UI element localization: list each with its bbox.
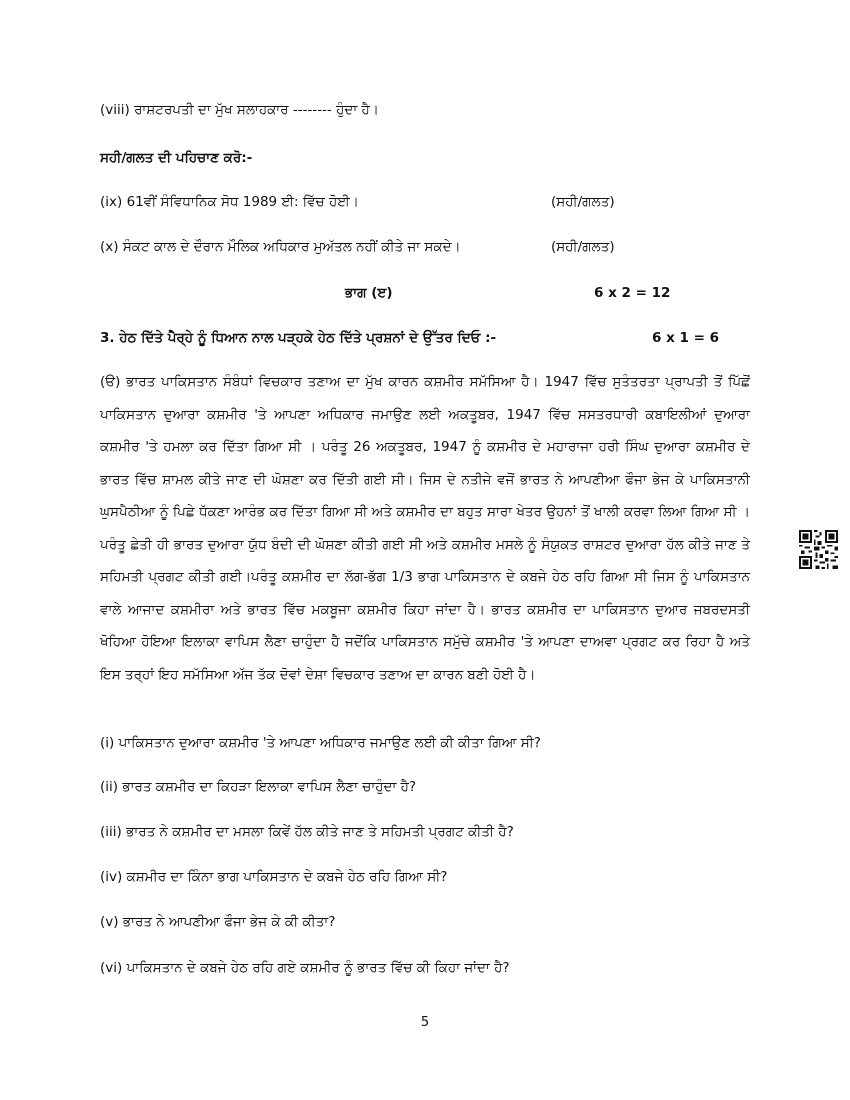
sub-question-iv: (iv) ਕਸ਼ਮੀਰ ਦਾ ਕਿੰਨਾ ਭਾਗ ਪਾਕਿਸਤਾਨ ਦੇ ਕਬਜੇ ਹੇਠ ਰਹਿ ਗਿਆ ਸੀ? [100, 869, 448, 885]
question-ix-option: (ਸਹੀ/ਗਲਤ) [551, 194, 615, 210]
question-x: (x) ਸੰਕਟ ਕਾਲ ਦੇ ਦੌਰਾਨ ਮੌਲਿਕ ਅਧਿਕਾਰ ਮੁਅੱਤਲ ਨਹੀਂ ਕੀਤੇ ਜਾ ਸਕਦੇ। [100, 239, 461, 255]
passage: (ੳ) ਭਾਰਤ ਪਾਕਿਸਤਾਨ ਸੰਬੰਧਾਂ ਵਿਚਕਾਰ ਤਣਾਅ ਦਾ ਮੁੱਖ ਕਾਰਨ ਕਸ਼ਮੀਰ ਸਮੱਸਿਆ ਹੈ। 1947 ਵਿੱਚ ਸੁਤੰਤਰਤਾ ਪ੍ਰਾਪਤੀ ਤੋਂ ਪਿੱਛੋਂ ਪਾਕਿਸਤਾਨ ਦੁਆਰਾ ਕਸ਼ਮੀਰ 'ਤੇ ਆਪਣਾ ਅਧਿਕਾਰ ਜਮਾਉਣ ਲਈ ਅਕਤੂਬਰ, 1947 ਵਿੱਚ ਸਸਤਰਧਾਰੀ ਕਬਾਇਲੀਆਂ ਦੁਆਰਾ ਕਸ਼ਮੀਰ 'ਤੇ ਹਮਲਾ ਕਰ ਦਿੱਤਾ ਗਿਆ ਸੀ । ਪਰੰਤੂ 26 ਅਕਤੂਬਰ, 1947 ਨੂੰ ਕਸ਼ਮੀਰ ਦੇ ਮਹਾਰਾਜਾ ਹਰੀ ਸਿੰਘ ਦੁਆਰਾ ਕਸ਼ਮੀਰ ਦੇ ਭਾਰਤ ਵਿੱਚ ਸ਼ਾਮਲ ਕੀਤੇ ਜਾਣ ਦੀ ਘੋਸ਼ਣਾ ਕਰ ਦਿੱਤੀ ਗਈ ਸੀ। ਜਿਸ ਦੇ ਨਤੀਜੇ ਵਜੋਂ ਭਾਰਤ ਨੇ ਆਪਣੀਆ ਫੌਜਾ ਭੇਜ ਕੇ ਪਾਕਿਸਤਾਨੀ ਘੁਸਪੈਠੀਆ ਨੂੰ ਪਿਛੇ ਧੱਕਣਾ ਆਰੰਭ ਕਰ ਦਿੱਤਾ ਗਿਆ ਸੀ ਅਤੇ ਕਸ਼ਮੀਰ ਦਾ ਬਹੁਤ ਸਾਰਾ ਖੇਤਰ ਉਹਨਾਂ ਤੋਂ ਖਾਲੀ ਕਰਵਾ ਲਿਆ ਗਿਆ ਸੀ । ਪਰੰਤੂ ਛੇਤੀ ਹੀ ਭਾਰਤ ਦੁਆਰਾ ਯੁੱਧ ਬੰਦੀ ਦੀ ਘੋਸ਼ਣਾ ਕੀਤੀ ਗਈ ਸੀ ਅਤੇ ਕਸ਼ਮੀਰ ਮਸਲੇ ਨੂੰ ਸੰਯੁਕਤ ਰਾਸ਼ਟਰ ਦੁਆਰਾ ਹੱਲ ਕੀਤੇ ਜਾਣ ਤੇ ਸਹਿਮਤੀ ਪ੍ਰਗਟ ਕੀਤੀ ਗਈ।ਪਰੰਤੂ ਕਸ਼ਮੀਰ ਦਾ ਲੱਗ-ਭੱਗ 1/3 ਭਾਗ ਪਾਕਿਸਤਾਨ ਦੇ ਕਬਜੇ ਹੇਠ ਰਹਿ ਗਿਆ ਸੀ ਜਿਸ ਨੂੰ ਪਾਕਿਸਤਾਨ ਵਾਲੇ ਆਜਾਦ ਕਸ਼ਮੀਰਾ ਅਤੇ ਭਾਰਤ ਵਿੱਚ ਮਕਬੂਜਾ ਕਸ਼ਮੀਰ ਕਿਹਾ ਜਾਂਦਾ ਹੈ। ਭਾਰਤ ਕਸ਼ਮੀਰ ਦਾ ਪਾਕਿਸਤਾਨ ਦੁਆਰ ਜਬਰਦਸਤੀ ਖੋਹਿਆ ਹੋਇਆ ਇਲਾਕਾ ਵਾਪਿਸ ਲੈਣਾ ਚਾਹੁੰਦਾ ਹੈ ਜਦੋਂਕਿ ਪਾਕਿਸਤਾਨ ਸਮੁੱਚੇ ਕਸ਼ਮੀਰ 'ਤੇ ਆਪਣਾ ਦਾਅਵਾ ਪ੍ਰਗਟ ਕਰ ਰਿਹਾ ਹੈ ਅਤੇ ਇਸ ਤਰ੍ਹਾਂ ਇਹ ਸਮੱਸਿਆ ਅੱਜ ਤੱਕ ਦੋਵਾਂ ਦੇਸ਼ਾ ਵਿਚਕਾਰ ਤਣਾਅ ਦਾ ਕਾਰਨ ਬਣੀ ਹੋਈ ਹੈ। [100, 374, 750, 683]
sub-question-iii: (iii) ਭਾਰਤ ਨੇ ਕਸ਼ਮੀਰ ਦਾ ਮਸਲਾ ਕਿਵੇਂ ਹੱਲ ਕੀਤੇ ਜਾਣ ਤੇ ਸਹਿਮਤੀ ਪ੍ਰਗਟ ਕੀਤੀ ਹੈ? [100, 824, 514, 840]
question-ix: (ix) 61ਵੀਂ ਸੰਵਿਧਾਨਿਕ ਸੋਧ 1989 ਈ: ਵਿੱਚ ਹੋਈ। [100, 194, 359, 210]
question-viii: (viii) ਰਾਸ਼ਟਰਪਤੀ ਦਾ ਮੁੱਖ ਸਲਾਹਕਾਰ -------- ਹੁੰਦਾ ਹੈ। [100, 102, 379, 118]
page-number: 5 [420, 1015, 430, 1030]
qr-code-icon [799, 530, 838, 569]
question-3-marks: 6 x 1 = 6 [652, 330, 719, 346]
question-x-option: (ਸਹੀ/ਗਲਤ) [551, 239, 615, 255]
question-3-heading: 3. ਹੇਠ ਦਿੱਤੇ ਪੈਰ੍ਹੇ ਨੂੰ ਧਿਆਨ ਨਾਲ ਪੜ੍ਹਕੇ ਹੇਠ ਦਿੱਤੇ ਪ੍ਰਸ਼ਨਾਂ ਦੇ ਉੱਤਰ ਦਿਓ :- [100, 330, 497, 346]
sub-question-i: (i) ਪਾਕਿਸਤਾਨ ਦੁਆਰਾ ਕਸ਼ਮੀਰ 'ਤੇ ਆਪਣਾ ਅਧਿਕਾਰ ਜਮਾਉਣ ਲਈ ਕੀ ਕੀਤਾ ਗਿਆ ਸੀ? [100, 735, 541, 751]
sub-question-vi: (vi) ਪਾਕਿਸਤਾਨ ਦੇ ਕਬਜੇ ਹੇਠ ਰਹਿ ਗਏ ਕਸ਼ਮੀਰ ਨੂੰ ਭਾਰਤ ਵਿੱਚ ਕੀ ਕਿਹਾ ਜਾਂਦਾ ਹੈ? [100, 960, 510, 976]
true-false-heading: ਸਹੀ/ਗਲਤ ਦੀ ਪਹਿਚਾਣ ਕਰੋ:- [100, 150, 253, 166]
section-title: ਭਾਗ (ੲ) [345, 285, 393, 301]
sub-question-v: (v) ਭਾਰਤ ਨੇ ਆਪਣੀਆ ਫੌਜਾ ਭੇਜ ਕੇ ਕੀ ਕੀਤਾ? [100, 914, 336, 930]
sub-question-ii: (ii) ਭਾਰਤ ਕਸ਼ਮੀਰ ਦਾ ਕਿਹੜਾ ਇਲਾਕਾ ਵਾਪਿਸ ਲੈਣਾ ਚਾਹੁੰਦਾ ਹੈ? [100, 779, 417, 795]
section-marks: 6 x 2 = 12 [594, 285, 671, 301]
